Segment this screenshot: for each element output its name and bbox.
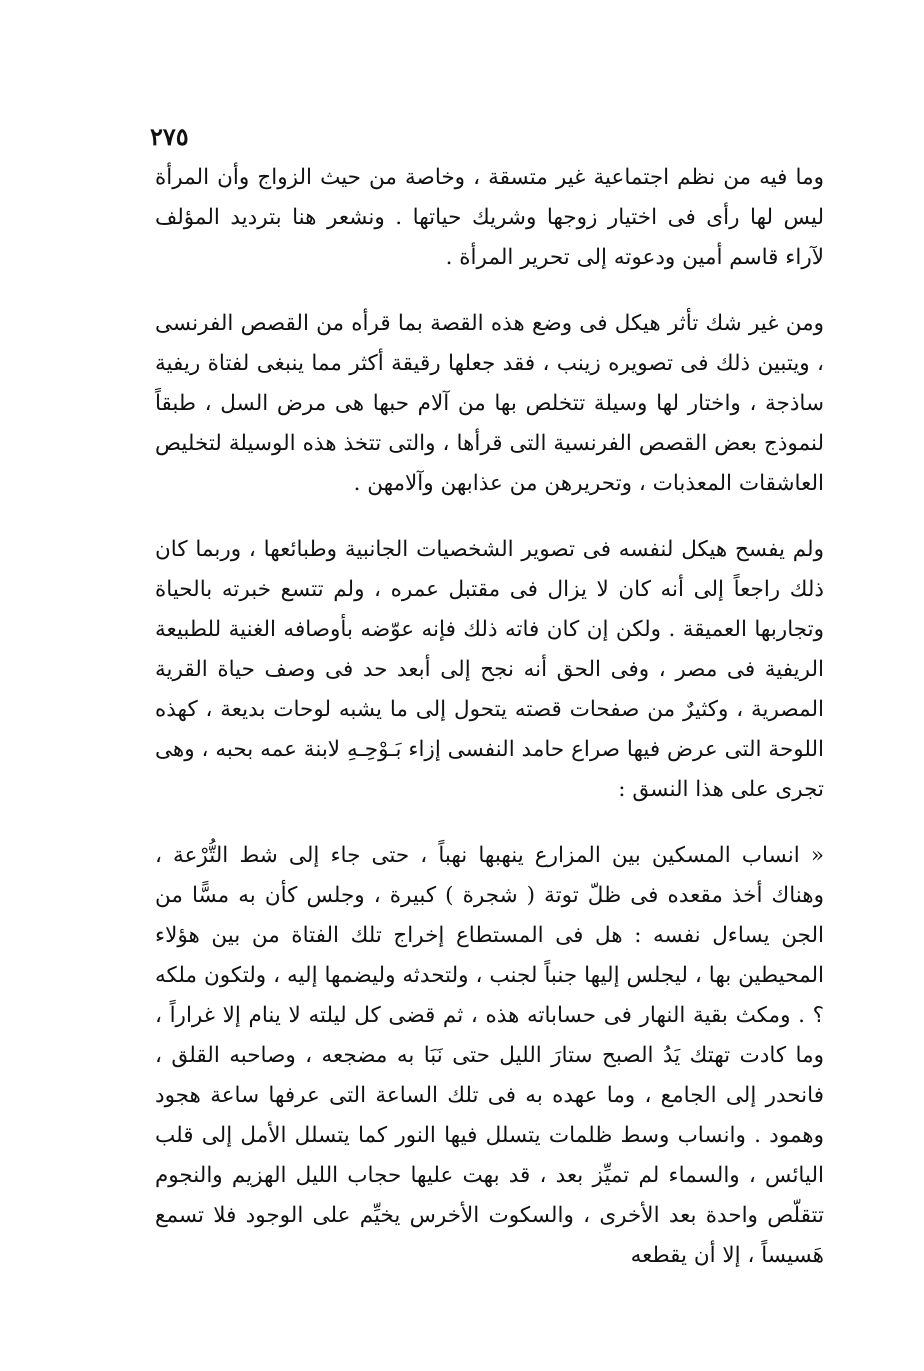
- paragraph-4-quotation: « انساب المسكين بين المزارع ينهبها نهباً ، حتى جاء إلى شط التُّرْعة ، وهناك أخذ مقعده فى ظلّ توتة ( شجرة ) كبيرة ، وجلس كأن به مسًّا من الجن يساءل نفسه : هل فى المستطاع إخراج تلك الفتاة من بين هؤلاء المحيطين بها ، ليجلس إليها جنباً لجنب ، ولتحدثه وليضمها إليه ، ولتكون ملكه ؟ . ومكث بقية النهار فى حساباته هذه ، ثم قضى كل ليلته لا ينام إلا غراراً ، وما كادت تهتك يَدُ الصبح ستارَ الليل حتى نَبَا به مضجعه ، وصاحبه القلق ، فانحدر إلى الجامع ، وما عهده به فى تلك الساعة التى عرفها ساعة هجود وهمود . وانساب وسط ظلمات يتسلل فيها النور كما يتسلل الأمل إلى قلب اليائس ، والسماء لم تميِّز بعد ، قد بهت عليها حجاب الليل الهزيم والنجوم تتقلّص واحدة بعد الأخرى ، والسكوت الأخرس يخيِّم على الوجود فلا تسمع هَسيساً ، إلا أن يقطعه: [155, 843, 824, 1268]
- page-number: ٢٧٥: [150, 122, 189, 151]
- page-body: [155, 158, 824, 1276]
- paragraph-3: ولم يفسح هيكل لنفسه فى تصوير الشخصيات الجانبية وطبائعها ، وربما كان ذلك راجعاً إلى أنه كان لا يزال فى مقتبل عمره ، ولم تتسع خبرته بالحياة وتجاربها العميقة . ولكن إن كان فاته ذلك فإنه عوّضه بأوصافه الغنية للطبيعة الريفية فى مصر ، وفى الحق أنه نجح إلى أبعد حد فى وصف حياة القرية المصرية ، وكثيرٌ من صفحات قصته يتحول إلى ما يشبه لوحات بديعة ، كهذه اللوحة التى عرض فيها صراع حامد النفسى إزاء بَـوْحِـهِ لابنة عمه بحبه ، وهى تجرى على هذا النسق :: [155, 537, 824, 802]
- paragraph-1: وما فيه من نظم اجتماعية غير متسقة ، وخاصة من حيث الزواج وأن المرأة ليس لها رأى فى اختيار زوجها وشريك حياتها . ونشعر هنا بترديد المؤلف لآراء قاسم أمين ودعوته إلى تحرير المرأة .: [155, 165, 824, 270]
- paragraph-2: ومن غير شك تأثر هيكل فى وضع هذه القصة بما قرأه من القصص الفرنسى ، ويتبين ذلك فى تصويره زينب ، فقد جعلها رقيقة أكثر مما ينبغى لفتاة ريفية ساذجة ، واختار لها وسيلة تتخلص بها من آلام حبها هى مرض السل ، طبقاً لنموذج بعض القصص الفرنسية التى قرأها ، والتى تتخذ هذه الوسيلة لتخليص العاشقات المعذبات ، وتحريرهن من عذابهن وآلامهن .: [155, 311, 824, 496]
